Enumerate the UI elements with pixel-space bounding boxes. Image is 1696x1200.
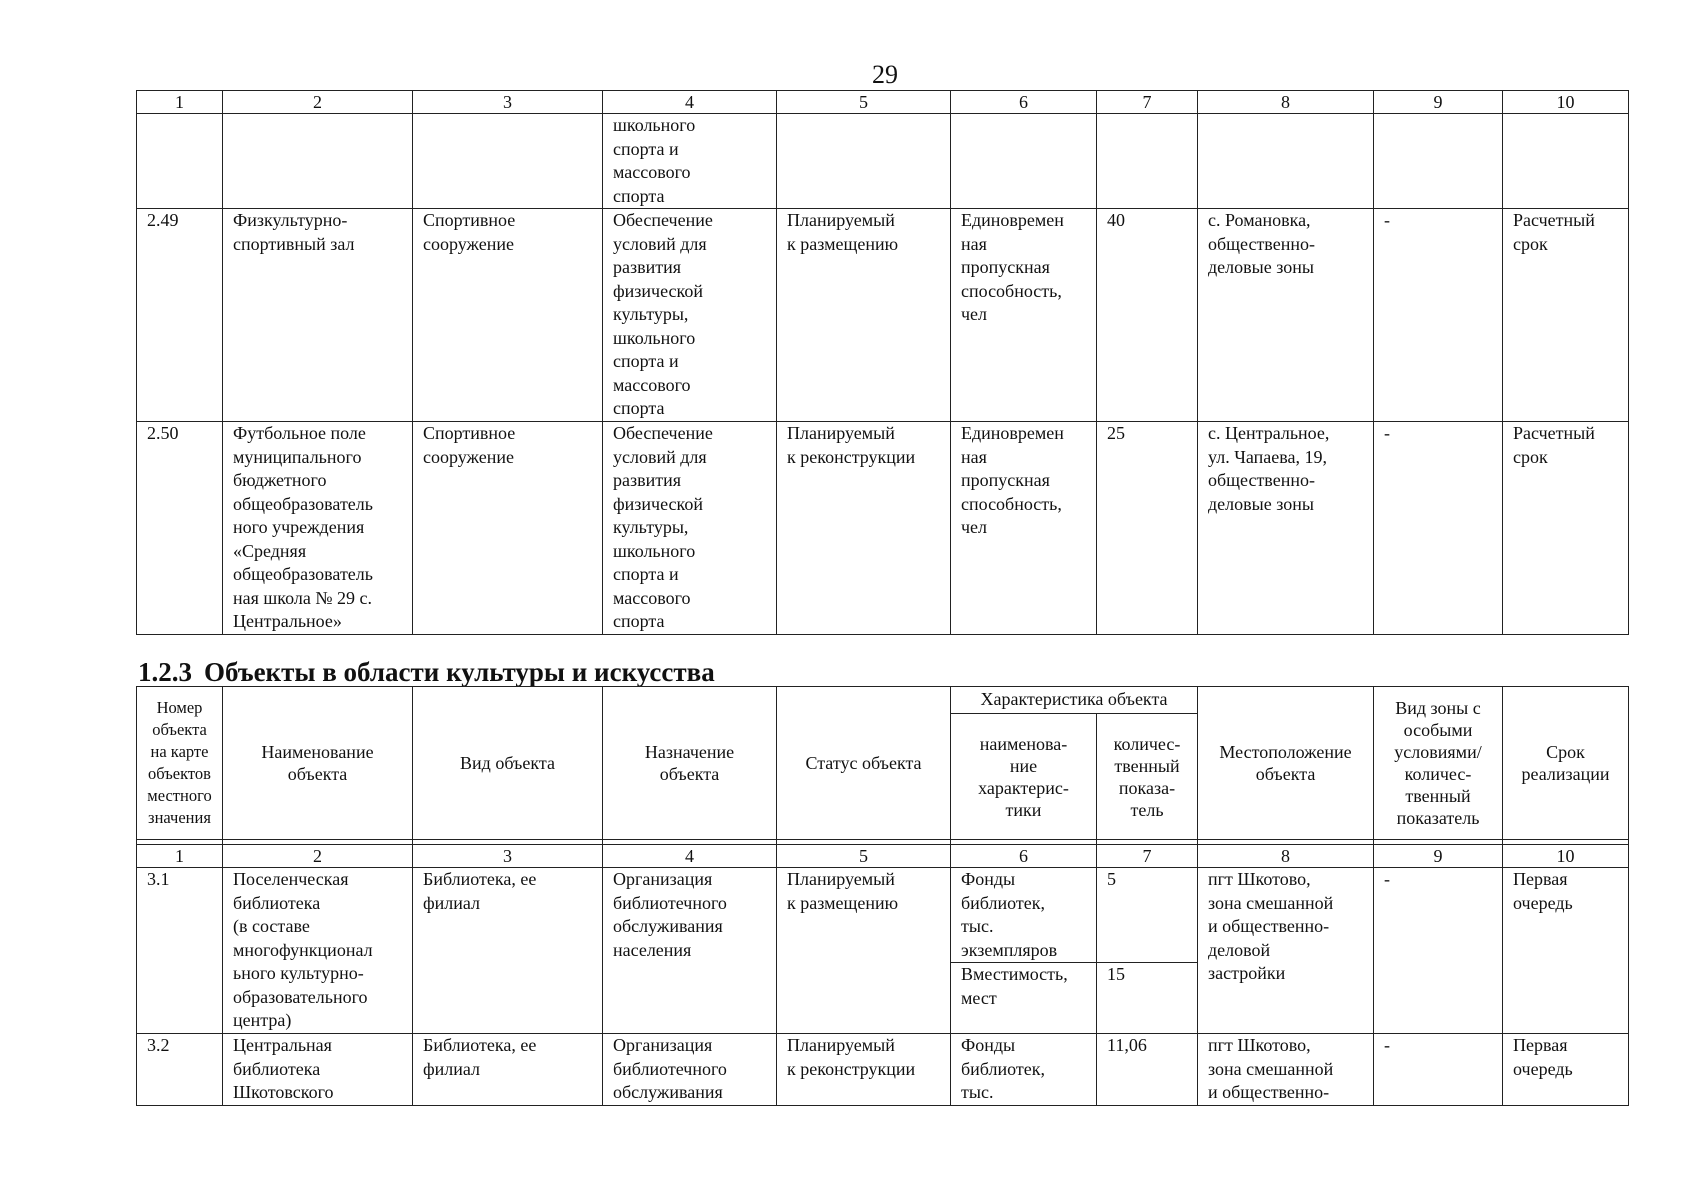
zone-type: - (1374, 1034, 1503, 1106)
object-number: 3.2 (137, 1034, 223, 1106)
implementation-term: Расчетный срок (1503, 209, 1629, 422)
object-location: пгт Шкотово, зона смешанной и общественно- (1198, 1034, 1374, 1106)
column-number: 4 (603, 91, 777, 114)
characteristic-name: Единовремен ная пропускная способность, чел (951, 209, 1097, 422)
column-number: 4 (603, 845, 777, 868)
header-type: Вид объекта (413, 687, 603, 840)
column-number: 3 (413, 845, 603, 868)
object-number: 3.1 (137, 868, 223, 1034)
column-number: 1 (137, 845, 223, 868)
characteristic-name: Фонды библиотек, тыс. (951, 1034, 1097, 1106)
characteristic-value (1097, 114, 1198, 209)
object-name: Поселенческая библиотека (в составе многофункционал ьного культурно- образовательного центра) (223, 868, 413, 1034)
table-row (137, 209, 1629, 422)
characteristic-name-cell (951, 868, 1097, 1034)
zone-type: - (1374, 422, 1503, 635)
header-purpose: Назначение объекта (603, 687, 777, 840)
implementation-term: Первая очередь (1503, 1034, 1629, 1106)
characteristic-name: Фонды библиотек, тыс. экземпляров (961, 869, 1058, 960)
column-number: 3 (413, 91, 603, 114)
column-number: 8 (1198, 91, 1374, 114)
characteristic-name (951, 114, 1097, 209)
header-name: Наименование объекта (223, 687, 413, 840)
object-location (1198, 114, 1374, 209)
object-name: Футбольное поле муниципального бюджетного общеобразователь ного учреждения «Средняя общеобразователь ная школа № 29 с. Центральное» (223, 422, 413, 635)
zone-type (1374, 114, 1503, 209)
implementation-term (1503, 114, 1629, 209)
characteristic-value: 11,06 (1097, 1034, 1198, 1106)
implementation-term: Расчетный срок (1503, 422, 1629, 635)
section-title: Объекты в области культуры и искусства (204, 657, 715, 687)
column-number: 5 (777, 845, 951, 868)
object-purpose: Организация библиотечного обслуживания (603, 1034, 777, 1106)
characteristic-value: 40 (1097, 209, 1198, 422)
object-purpose: школьного спорта и массового спорта (603, 114, 777, 209)
object-location: с. Центральное, ул. Чапаева, 19, общественно- деловые зоны (1198, 422, 1374, 635)
object-name: Физкультурно- спортивный зал (223, 209, 413, 422)
column-number: 7 (1097, 91, 1198, 114)
column-number: 10 (1503, 91, 1629, 114)
sports-objects-table (136, 90, 1629, 635)
column-number-row (137, 845, 1629, 868)
object-number (137, 114, 223, 209)
header-characteristic-value: количес- твенный показа- тель (1097, 714, 1198, 840)
characteristic-value: 15 (1097, 962, 1197, 987)
object-status: Планируемый к реконструкции (777, 1034, 951, 1106)
object-purpose: Организация библиотечного обслуживания населения (603, 868, 777, 1034)
header-number: Номер объекта на карте объектов местного значения (137, 687, 223, 840)
characteristic-name: Вместимость, мест (951, 962, 1096, 1010)
column-number: 2 (223, 91, 413, 114)
header-location: Местоположение объекта (1198, 687, 1374, 840)
header-status: Статус объекта (777, 687, 951, 840)
column-number: 8 (1198, 845, 1374, 868)
object-status (777, 114, 951, 209)
characteristic-value: 5 (1107, 869, 1116, 889)
table-row (137, 422, 1629, 635)
table-row (137, 868, 1629, 1034)
object-location: пгт Шкотово, зона смешанной и общественно- деловой застройки (1198, 868, 1374, 1034)
column-number: 6 (951, 91, 1097, 114)
table-row (137, 114, 1629, 209)
characteristic-name: Единовремен ная пропускная способность, чел (951, 422, 1097, 635)
column-number: 1 (137, 91, 223, 114)
column-number: 7 (1097, 845, 1198, 868)
page-number: 29 (872, 60, 898, 89)
table-row (137, 1034, 1629, 1106)
object-status: Планируемый к размещению (777, 209, 951, 422)
column-number: 10 (1503, 845, 1629, 868)
characteristic-value-cell (1097, 868, 1198, 1034)
object-name: Центральная библиотека Шкотовского (223, 1034, 413, 1106)
culture-objects-table (136, 686, 1629, 1106)
object-number: 2.50 (137, 422, 223, 635)
column-number: 2 (223, 845, 413, 868)
object-purpose: Обеспечение условий для развития физической культуры, школьного спорта и массового спорта (603, 422, 777, 635)
column-number: 9 (1374, 845, 1503, 868)
zone-type: - (1374, 209, 1503, 422)
section-number: 1.2.3 (138, 657, 192, 687)
characteristic-value: 25 (1097, 422, 1198, 635)
column-number: 5 (777, 91, 951, 114)
object-status: Планируемый к размещению (777, 868, 951, 1034)
header-zone: Вид зоны с особыми условиями/ количес- твенный показатель (1374, 687, 1503, 840)
column-number: 6 (951, 845, 1097, 868)
header-characteristic-group: Характеристика объекта (951, 687, 1198, 714)
object-type: Спортивное сооружение (413, 422, 603, 635)
section-heading (138, 656, 715, 688)
column-number-row (137, 91, 1629, 114)
header-characteristic-name: наименова- ние характерис- тики (951, 714, 1097, 840)
column-number: 9 (1374, 91, 1503, 114)
zone-type: - (1374, 868, 1503, 1034)
object-number: 2.49 (137, 209, 223, 422)
implementation-term: Первая очередь (1503, 868, 1629, 1034)
header-row (137, 687, 1629, 714)
object-type: Спортивное сооружение (413, 209, 603, 422)
header-term: Срок реализации (1503, 687, 1629, 840)
object-location: с. Романовка, общественно- деловые зоны (1198, 209, 1374, 422)
object-type: Библиотека, ее филиал (413, 1034, 603, 1106)
object-type: Библиотека, ее филиал (413, 868, 603, 1034)
object-type (413, 114, 603, 209)
object-purpose: Обеспечение условий для развития физической культуры, школьного спорта и массового спорта (603, 209, 777, 422)
object-status: Планируемый к реконструкции (777, 422, 951, 635)
object-name (223, 114, 413, 209)
